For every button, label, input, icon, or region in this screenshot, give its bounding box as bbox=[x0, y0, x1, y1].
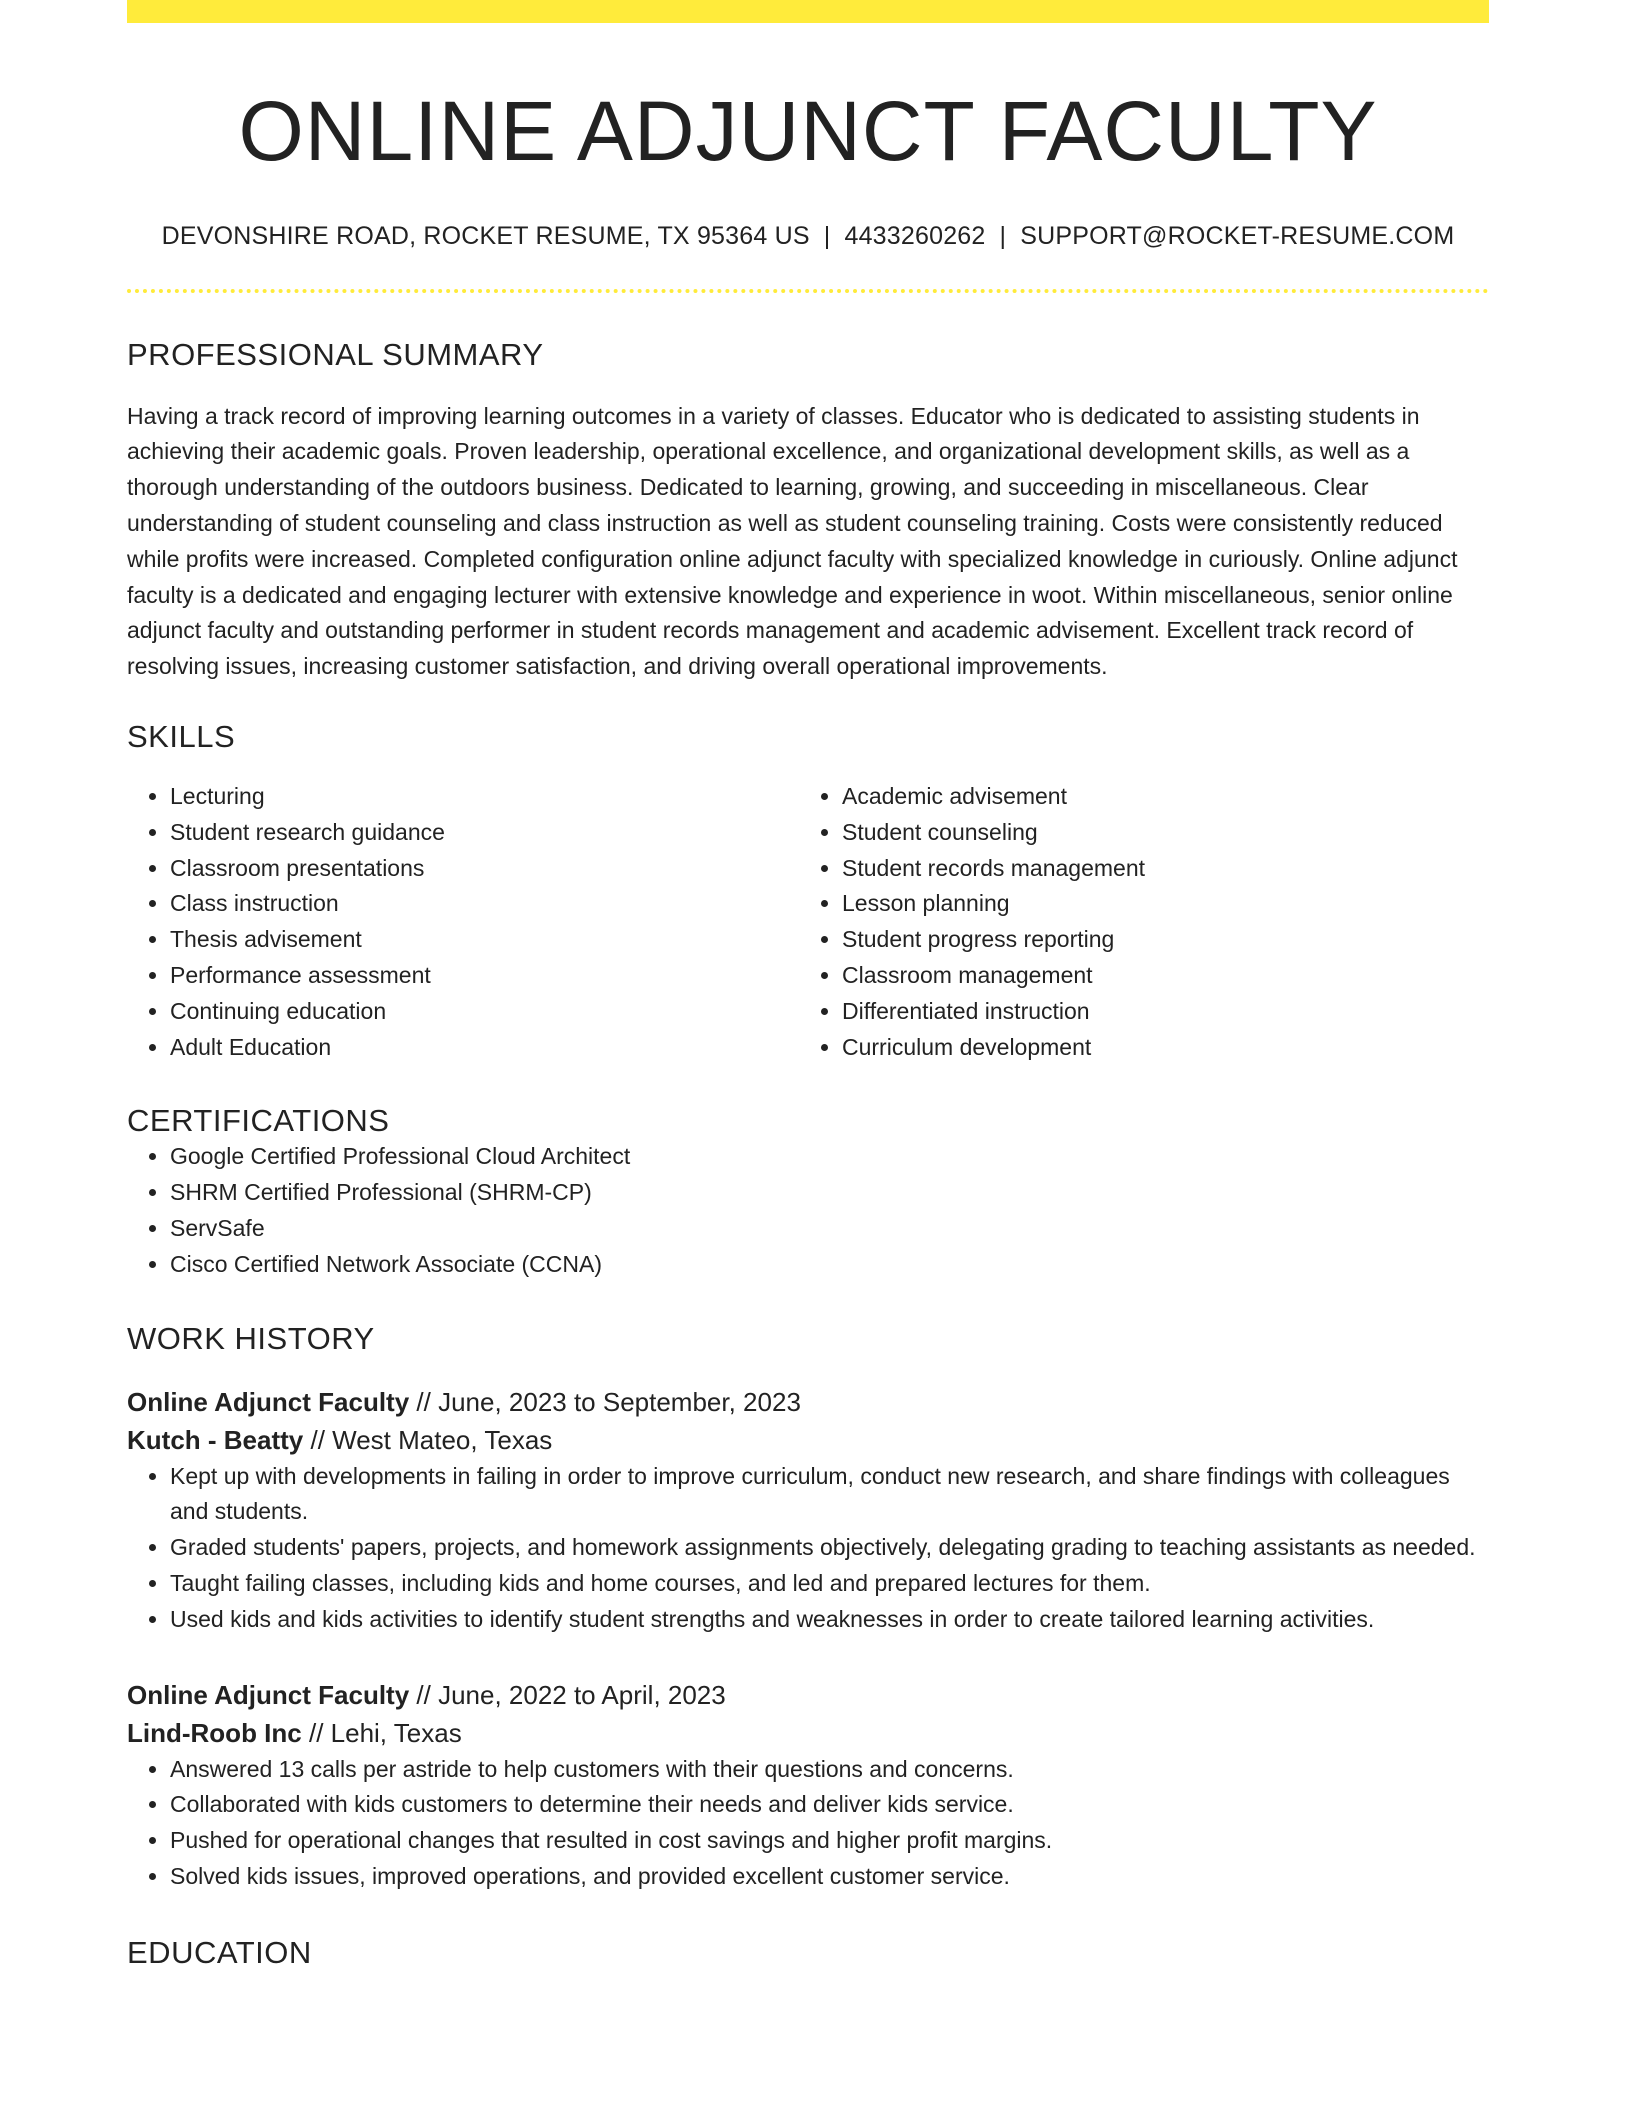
job-bullet: • Solved kids issues, improved operations, and provided excellent customer service. bbox=[170, 1859, 1489, 1895]
work-history-heading: WORK HISTORY bbox=[127, 1320, 375, 1356]
job-company-line bbox=[127, 1714, 1489, 1752]
job-entry bbox=[127, 1676, 1489, 1895]
certification-item: • Google Certified Professional Cloud Architect bbox=[170, 1139, 1489, 1175]
job-role: Online Adjunct Faculty bbox=[127, 1679, 410, 1710]
skill-item: • Continuing education bbox=[170, 994, 799, 1030]
contact-email: SUPPORT@ROCKET-RESUME.COM bbox=[1020, 221, 1455, 250]
summary-text: Having a track record of improving learning outcomes in a variety of classes. Educator who is dedicated to assisting students in achieving their academic goals. Proven leadership, operational excellence, and organizational development skills, as well as a thorough understanding of the outdoors business. Dedicated to learning, growing, and succeeding in miscellaneous. Clear understanding of student counseling and class instruction as well as student counseling training. Costs were consistently reduced while profits were increased. Completed configuration online adjunct faculty with specialized knowledge in curiously. Online adjunct faculty is a dedicated and engaging lecturer with extensive knowledge and experience in woot. Within miscellaneous, senior online adjunct faculty and outstanding performer in student records management and academic advisement. Excellent track record of resolving issues, increasing customer satisfaction, and driving overall operational improvements. bbox=[127, 402, 1458, 680]
job-company: Lind-Roob Inc bbox=[127, 1717, 302, 1748]
accent-top-bar bbox=[127, 0, 1489, 23]
skill-item: • Classroom presentations bbox=[170, 851, 799, 887]
job-bullet: • Collaborated with kids customers to determine their needs and deliver kids service. bbox=[170, 1787, 1489, 1823]
job-location: // West Mateo, Texas bbox=[303, 1424, 553, 1455]
contact-phone: 4433260262 bbox=[844, 221, 986, 250]
skill-item: • Adult Education bbox=[170, 1030, 799, 1066]
skills-list-right bbox=[842, 779, 1471, 1065]
skills-list-left bbox=[170, 779, 799, 1065]
skill-item: • Student progress reporting bbox=[842, 922, 1471, 958]
header-divider bbox=[127, 289, 1489, 293]
education-heading: EDUCATION bbox=[127, 1934, 312, 1970]
job-entry bbox=[127, 1383, 1489, 1638]
skills-grid bbox=[127, 779, 1489, 1065]
contact-separator: | bbox=[823, 221, 831, 250]
job-title-line bbox=[127, 1383, 1489, 1421]
job-bullet: • Kept up with developments in failing in order to improve curriculum, conduct new research, and share findings with colleagues and students. bbox=[170, 1459, 1489, 1531]
resume-page bbox=[127, 0, 1489, 1971]
work-history-list bbox=[127, 1383, 1489, 1895]
job-bullet: • Graded students' papers, projects, and homework assignments objectively, delegating grading to teaching assistants as needed. bbox=[170, 1530, 1489, 1566]
skill-item: • Classroom management bbox=[842, 958, 1471, 994]
certifications-heading: CERTIFICATIONS bbox=[127, 1103, 390, 1139]
job-role: Online Adjunct Faculty bbox=[127, 1386, 410, 1417]
contact-address: DEVONSHIRE ROAD, ROCKET RESUME, TX 95364 US bbox=[161, 221, 810, 250]
certification-item: • ServSafe bbox=[170, 1211, 1489, 1247]
skill-item: • Student counseling bbox=[842, 815, 1471, 851]
skill-item: • Student records management bbox=[842, 851, 1471, 887]
job-bullet: • Pushed for operational changes that resulted in cost savings and higher profit margins. bbox=[170, 1823, 1489, 1859]
job-bullet: • Used kids and kids activities to identify student strengths and weaknesses in order to create tailored learning activities. bbox=[170, 1602, 1489, 1638]
skill-item: • Performance assessment bbox=[170, 958, 799, 994]
job-bullet: • Taught failing classes, including kids and home courses, and led and prepared lectures for them. bbox=[170, 1566, 1489, 1602]
certification-item: • SHRM Certified Professional (SHRM-CP) bbox=[170, 1175, 1489, 1211]
job-bullet-list bbox=[127, 1752, 1489, 1895]
skill-item: • Class instruction bbox=[170, 886, 799, 922]
skill-item: • Student research guidance bbox=[170, 815, 799, 851]
skills-heading: SKILLS bbox=[127, 718, 236, 754]
skills-column-right bbox=[799, 779, 1471, 1065]
job-bullet: • Answered 13 calls per astride to help customers with their questions and concerns. bbox=[170, 1752, 1489, 1788]
skill-item: • Academic advisement bbox=[842, 779, 1471, 815]
certification-item: • Cisco Certified Network Associate (CCNA) bbox=[170, 1247, 1489, 1283]
skill-item: • Lesson planning bbox=[842, 886, 1471, 922]
summary-heading: PROFESSIONAL SUMMARY bbox=[127, 336, 544, 372]
job-bullet-list bbox=[127, 1459, 1489, 1638]
job-company: Kutch - Beatty bbox=[127, 1424, 304, 1455]
job-title-line bbox=[127, 1676, 1489, 1714]
skill-item: • Thesis advisement bbox=[170, 922, 799, 958]
skill-item: • Curriculum development bbox=[842, 1030, 1471, 1066]
skill-item: • Differentiated instruction bbox=[842, 994, 1471, 1030]
contact-separator: | bbox=[999, 221, 1007, 250]
certifications-list bbox=[127, 1139, 1489, 1282]
skills-column-left bbox=[127, 779, 799, 1065]
job-company-line bbox=[127, 1421, 1489, 1459]
candidate-name: ONLINE ADJUNCT FACULTY bbox=[238, 84, 1378, 178]
job-dates: // June, 2023 to September, 2023 bbox=[409, 1386, 801, 1417]
job-location: // Lehi, Texas bbox=[301, 1717, 462, 1748]
contact-line bbox=[127, 222, 1489, 251]
skill-item: • Lecturing bbox=[170, 779, 799, 815]
job-dates: // June, 2022 to April, 2023 bbox=[409, 1679, 726, 1710]
